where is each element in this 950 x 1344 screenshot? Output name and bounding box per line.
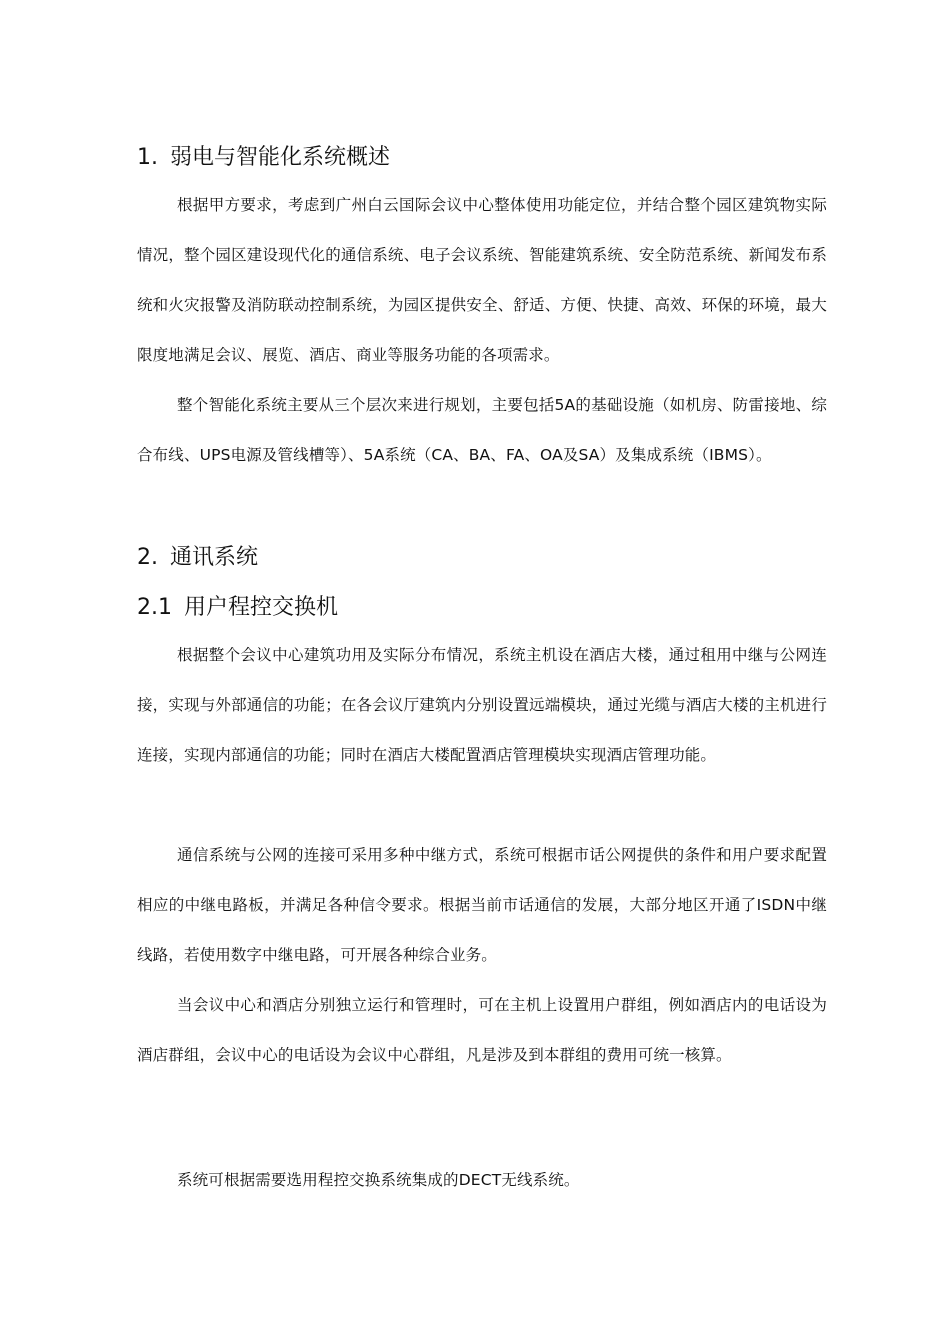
section-2-1-title: 用户程控交换机 [184,595,339,620]
paragraph-planning: 整个智能化系统主要从三个层次来进行规划，主要包括5A的基础设施（如机房、防雷接地、综合布线、UPS电源及管线槽等）、5A系统（CA、BA、FA、OA及SA）及集成系统（IBMS）。 [137,396,827,464]
paragraph-trunk-connection: 通信系统与公网的连接可采用多种中继方式，系统可根据市话公网提供的条件和用户要求配置相应的中继电路板，并满足各种信令要求。根据当前市话通信的发展，大部分地区开通了ISDN中继线路，若使用数字中继电路，可开展各种综合业务。 [137,846,827,964]
section-2-1-number: 2.1 [137,595,172,620]
paragraph-user-groups: 当会议中心和酒店分别独立运行和管理时，可在主机上设置用户群组，例如酒店内的电话设为酒店群组，会议中心的电话设为会议中心群组，凡是涉及到本群组的费用可统一核算。 [137,996,827,1064]
section-1-number: 1. [137,145,158,170]
paragraph-pbx-layout: 根据整个会议中心建筑功用及实际分布情况，系统主机设在酒店大楼，通过租用中继与公网连接，实现与外部通信的功能；在各会议厅建筑内分别设置远端模块，通过光缆与酒店大楼的主机进行连接，实现内部通信的功能；同时在酒店大楼配置酒店管理模块实现酒店管理功能。 [137,646,827,764]
section-2-title: 通讯系统 [170,545,259,570]
section-2-1-heading [137,594,338,622]
section-2-heading [137,544,258,572]
paragraph-overview: 根据甲方要求，考虑到广州白云国际会议中心整体使用功能定位，并结合整个园区建筑物实际情况，整个园区建设现代化的通信系统、电子会议系统、智能建筑系统、安全防范系统、新闻发布系统和火灾报警及消防联动控制系统，为园区提供安全、舒适、方便、快捷、高效、环保的环境，最大限度地满足会议、展览、酒店、商业等服务功能的各项需求。 [137,196,827,364]
section-1-title: 弱电与智能化系统概述 [170,145,391,170]
section-2-number: 2. [137,545,158,570]
paragraph-dect: 系统可根据需要选用程控交换系统集成的DECT无线系统。 [177,1171,580,1189]
section-1-heading [137,144,390,172]
